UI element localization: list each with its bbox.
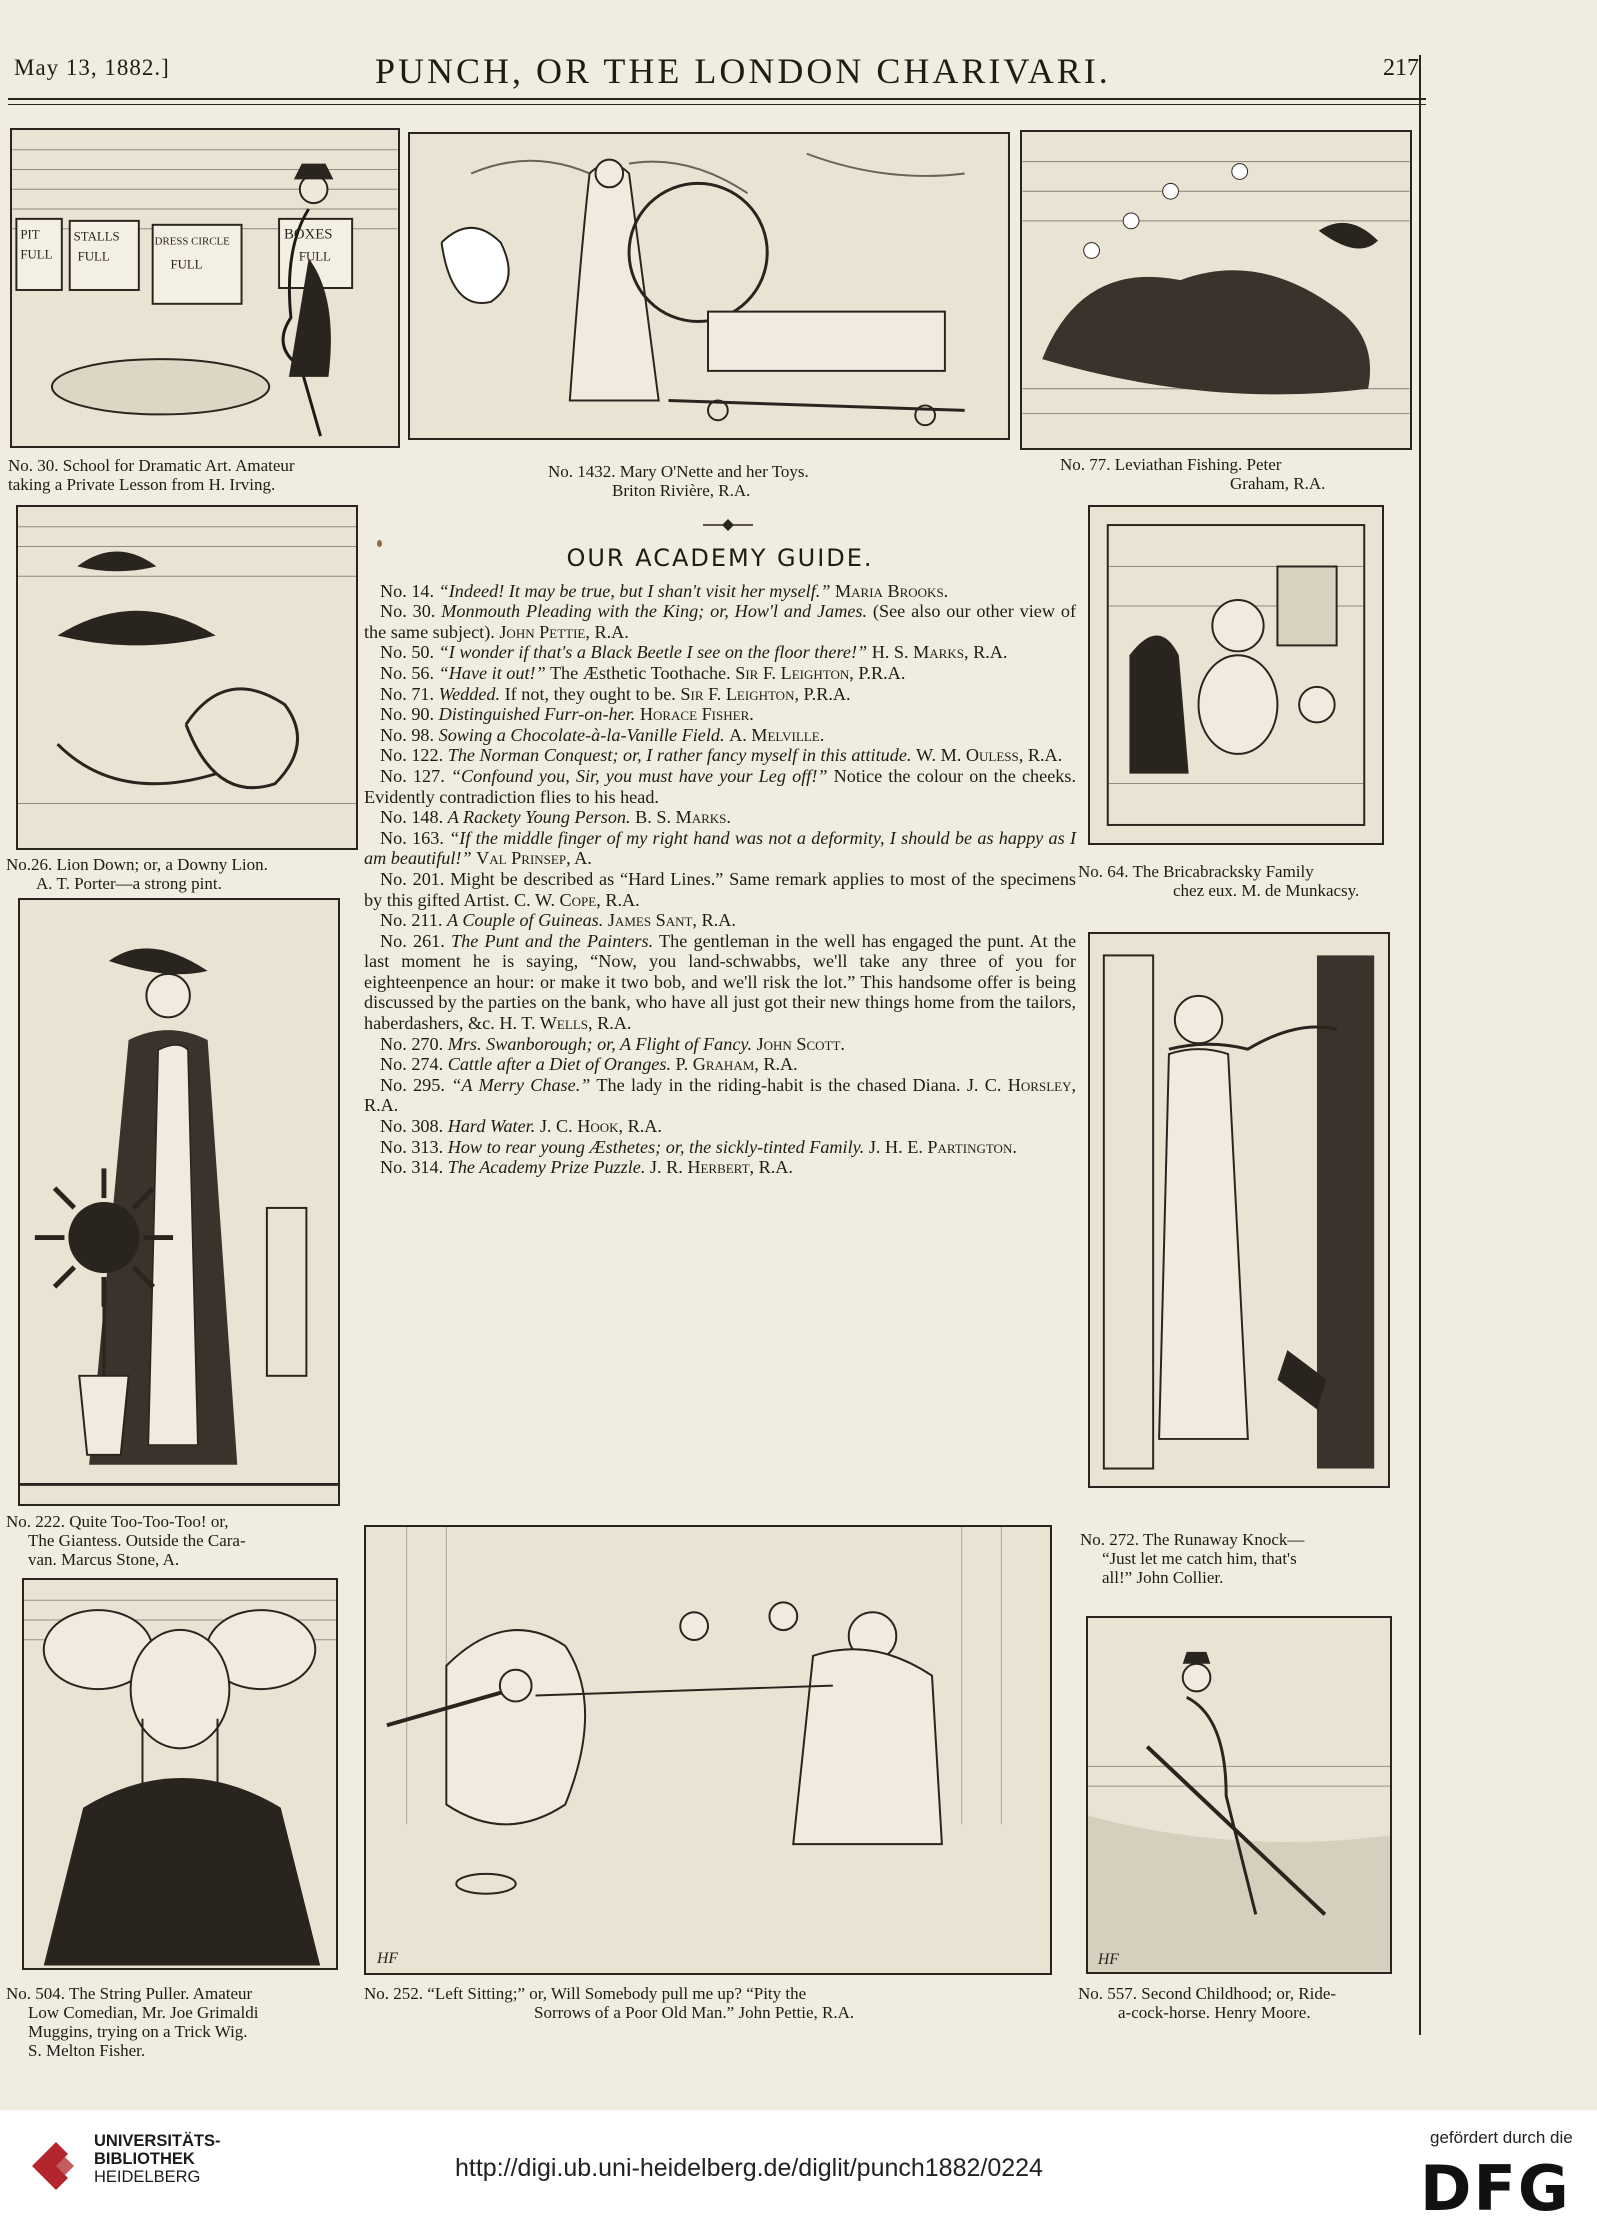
entry-title: “Have it out!” <box>438 662 546 683</box>
entry-title: The Punt and the Painters. <box>451 930 654 951</box>
entry-title: Cattle after a Diet of Oranges. <box>447 1054 671 1075</box>
entry-title: Sowing a Chocolate-à-la-Vanille Field. <box>438 724 725 745</box>
entry-title: “Indeed! It may be true, but I shan't visit her myself.” <box>438 580 831 601</box>
signature-557: HF <box>1097 1950 1119 1968</box>
entry-title: Hard Water. <box>447 1116 536 1137</box>
sketch-giantess-sunflower <box>20 900 338 1504</box>
academy-entry <box>364 1034 1076 1055</box>
page-number: 217 <box>1383 55 1419 81</box>
academy-entry <box>364 704 1076 725</box>
entry-number: No. 211. <box>380 910 443 931</box>
illustration-string-puller <box>22 1578 338 1970</box>
entry-number: No. 30. <box>380 601 436 622</box>
entry-artist: J. R. Herbert, R.A. <box>649 1157 793 1178</box>
page-title: PUNCH, OR THE LONDON CHARIVARI. <box>375 51 1111 91</box>
signature-252: HF <box>376 1950 399 1968</box>
entry-title: The Norman Conquest; or, I rather fancy myself in this attitude. <box>447 745 912 766</box>
entry-number: No. 14. <box>380 580 435 601</box>
sign-pit-full: FULL <box>20 247 53 262</box>
entry-remark: (See also our other view of the same subject). <box>364 601 1077 642</box>
sign-dress-circle: DRESS CIRCLE <box>154 235 230 248</box>
dfg-logo: DFG <box>1420 2152 1571 2225</box>
entry-number: No. 270. <box>380 1033 444 1054</box>
entry-artist: Sir F. Leighton, P.R.A. <box>735 662 906 683</box>
entry-artist: A. Melville. <box>729 724 825 745</box>
entry-artist: P. Graham, R.A. <box>675 1054 798 1075</box>
print-speck <box>377 540 382 547</box>
caption-no504: No. 504. The String Puller. Amateur Low Comedian, Mr. Joe Grimaldi Muggins, trying on a Trick Wig. S. Melton Fisher. <box>6 1984 259 2060</box>
entry-artist: W. M. Ouless, R.A. <box>916 745 1063 766</box>
illustration-second-childhood <box>1086 1616 1392 1974</box>
sketch-theatre <box>12 130 398 446</box>
academy-entry <box>364 931 1076 1034</box>
sketch-lion-toy <box>410 134 1008 438</box>
entry-number: No. 261. <box>380 930 445 951</box>
entry-title: A Couple of Guineas. <box>447 910 604 931</box>
entry-number: No. 50. <box>380 642 435 663</box>
entry-number: No. 56. <box>380 662 435 683</box>
sign-dress-full: FULL <box>170 257 203 272</box>
academy-entry <box>364 828 1076 869</box>
entry-title: A Rackety Young Person. <box>447 807 631 828</box>
entry-artist: H. T. Wells, R.A. <box>499 1013 632 1034</box>
entry-artist: Sir F. Leighton, P.R.A. <box>680 683 851 704</box>
caption-no30: No. 30. School for Dramatic Art. Amateur taking a Private Lesson from H. Irving. <box>8 456 295 494</box>
entry-title: How to rear young Æsthetes; or, the sickly-tinted Family. <box>447 1136 865 1157</box>
academy-entry <box>364 910 1076 931</box>
sign-stalls-full: FULL <box>77 249 110 264</box>
academy-entry <box>364 807 1076 828</box>
academy-entry <box>364 581 1076 602</box>
entry-artist: John Scott. <box>756 1033 845 1054</box>
illustration-bricabracksky <box>1088 505 1384 845</box>
entry-number: No. 98. <box>380 724 435 745</box>
entry-artist: Val Prinsep, A. <box>476 848 592 869</box>
page-date: May 13, 1882.] <box>14 55 170 80</box>
academy-entry <box>364 745 1076 766</box>
sketch-trick-wig <box>24 1580 336 1968</box>
entry-title: “Confound you, Sir, you must have your Leg off!” <box>450 765 828 786</box>
entry-number: No. 127. <box>380 765 445 786</box>
entry-remark: The gentleman in the well has engaged the punt. At the last moment he is saying, “Now, you land-schwabbs, we'll take any three of you for eighteenpence an hour: or make it two bob, and we'll risk the lot.” This handsome offer is being discussed by the parties on the bank, who have all just got their new things home from the tailors, haberdashers, &c. <box>364 930 1077 1034</box>
academy-entry <box>364 1157 1076 1178</box>
academy-entry <box>364 1054 1076 1075</box>
library-logo-icon <box>28 2136 84 2196</box>
entry-artist: J. C. Horsley, R.A. <box>364 1074 1077 1116</box>
entry-title: “If the middle finger of my right hand was not a deformity, I should be as happy as I am beautiful!” <box>364 827 1077 869</box>
entry-artist: C. W. Cope, R.A. <box>514 889 640 910</box>
illustration-mary-onette <box>408 132 1010 440</box>
entry-title: “A Merry Chase.” <box>451 1074 591 1095</box>
illustration-school-dramatic-art <box>10 128 400 448</box>
entry-number: No. 314. <box>380 1157 444 1178</box>
caption-no222: No. 222. Quite Too-Too-Too! or, The Giantess. Outside the Cara- van. Marcus Stone, A. <box>6 1512 246 1569</box>
sketch-seal-rocks <box>1022 132 1410 448</box>
caption-no272: No. 272. The Runaway Knock— “Just let me catch him, that's all!” John Collier. <box>1080 1530 1305 1587</box>
caption-no26: No.26. Lion Down; or, a Downy Lion. A. T. Porter—a strong pint. <box>6 855 268 893</box>
sign-boxes: BOXES <box>284 226 333 243</box>
entry-remark: Might be described as “Hard Lines.” Same remark applies to most of the specimens by this gifted Artist. <box>364 868 1076 910</box>
entry-remark: The Æsthetic Toothache. <box>549 662 731 683</box>
caption-no1432: No. 1432. Mary O'Nette and her Toys. Briton Rivière, R.A. <box>548 462 809 500</box>
academy-entry <box>364 1116 1076 1137</box>
entry-number: No. 295. <box>380 1074 445 1095</box>
caption-no557: No. 557. Second Childhood; or, Ride- a-cock-horse. Henry Moore. <box>1078 1984 1337 2022</box>
academy-entry <box>364 663 1076 684</box>
entry-title: Distinguished Furr-on-her. <box>438 704 636 725</box>
sketch-doorway-man <box>1090 934 1388 1486</box>
academy-entry <box>364 766 1076 807</box>
ornament-divider <box>703 518 753 532</box>
illustration-runaway-knock <box>1088 932 1390 1488</box>
entry-number: No. 163. <box>380 827 444 848</box>
academy-entry <box>364 869 1076 910</box>
academy-entry <box>364 642 1076 663</box>
source-url-link[interactable]: http://digi.ub.uni-heidelberg.de/diglit/punch1882/0224 <box>455 2154 1043 2182</box>
library-name: UNIVERSITÄTS- BIBLIOTHEK HEIDELBERG <box>94 2132 221 2186</box>
header-rule-thin <box>8 104 1426 105</box>
entry-number: No. 148. <box>380 807 444 828</box>
entry-artist: H. S. Marks, R.A. <box>871 642 1008 663</box>
sign-stalls: STALLS <box>73 229 120 244</box>
entry-artist: J. H. E. Partington. <box>868 1136 1017 1157</box>
entry-artist: Horace Fisher. <box>639 704 754 725</box>
right-margin-rule <box>1419 55 1421 2035</box>
entry-artist: B. S. Marks. <box>635 807 731 828</box>
caption-no64: No. 64. The Bricabracksky Family chez eux. M. de Munkacsy. <box>1078 862 1360 900</box>
sign-pit: PIT <box>20 227 40 242</box>
academy-entry <box>364 684 1076 705</box>
article-academy-guide <box>364 544 1077 1178</box>
academy-entry <box>364 1075 1076 1116</box>
entry-number: No. 313. <box>380 1136 444 1157</box>
entry-title: “I wonder if that's a Black Beetle I see on the floor there!” <box>438 642 868 663</box>
entry-artist: James Sant, R.A. <box>607 910 736 931</box>
illustration-lion-down <box>16 505 358 850</box>
header-rule <box>8 98 1426 100</box>
entry-artist: J. C. Hook, R.A. <box>539 1116 662 1137</box>
entry-number: No. 308. <box>380 1116 444 1137</box>
academy-entry <box>364 1137 1076 1158</box>
entry-title: Monmouth Pleading with the King; or, How'l and James. <box>441 601 868 622</box>
article-heading: OUR ACADEMY GUIDE. <box>566 544 874 572</box>
entry-number: No. 122. <box>380 745 444 766</box>
entry-number: No. 90. <box>380 704 435 725</box>
entry-remark: Notice the colour on the cheeks. Evidently contradiction flies to his head. <box>364 765 1077 807</box>
article-entries <box>364 581 1076 1178</box>
illustration-leviathan-fishing <box>1020 130 1412 450</box>
sketch-hobby-horse <box>1088 1618 1390 1972</box>
entry-title: Mrs. Swanborough; or, A Flight of Fancy. <box>447 1033 753 1054</box>
funded-by-label: gefördert durch die <box>1430 2128 1573 2147</box>
sketch-birds-lion <box>18 507 356 848</box>
entry-number: No. 201. <box>380 868 445 889</box>
entry-title: Wedded. <box>438 683 501 704</box>
entry-remark: The lady in the riding-habit is the chased Diana. <box>596 1074 961 1095</box>
illustration-left-sitting <box>364 1525 1052 1975</box>
entry-number: No. 274. <box>380 1054 444 1075</box>
entry-artist: Maria Brooks. <box>834 580 949 601</box>
entry-artist: John Pettie, R.A. <box>499 621 629 642</box>
illustration-giantess <box>18 898 340 1506</box>
sign-boxes-full: FULL <box>298 249 331 264</box>
entry-number: No. 71. <box>380 683 435 704</box>
sketch-family-room <box>1090 507 1382 843</box>
sketch-old-man-family <box>366 1527 1050 1973</box>
entry-title: The Academy Prize Puzzle. <box>447 1157 646 1178</box>
entry-remark: If not, they ought to be. <box>504 683 676 704</box>
academy-entry <box>364 601 1076 642</box>
caption-no252: No. 252. “Left Sitting;” or, Will Somebody pull me up? “Pity the Sorrows of a Poor Old Man.” John Pettie, R.A. <box>364 1984 855 2022</box>
caption-no77: No. 77. Leviathan Fishing. Peter Graham, R.A. <box>1060 455 1326 493</box>
academy-entry <box>364 725 1076 746</box>
